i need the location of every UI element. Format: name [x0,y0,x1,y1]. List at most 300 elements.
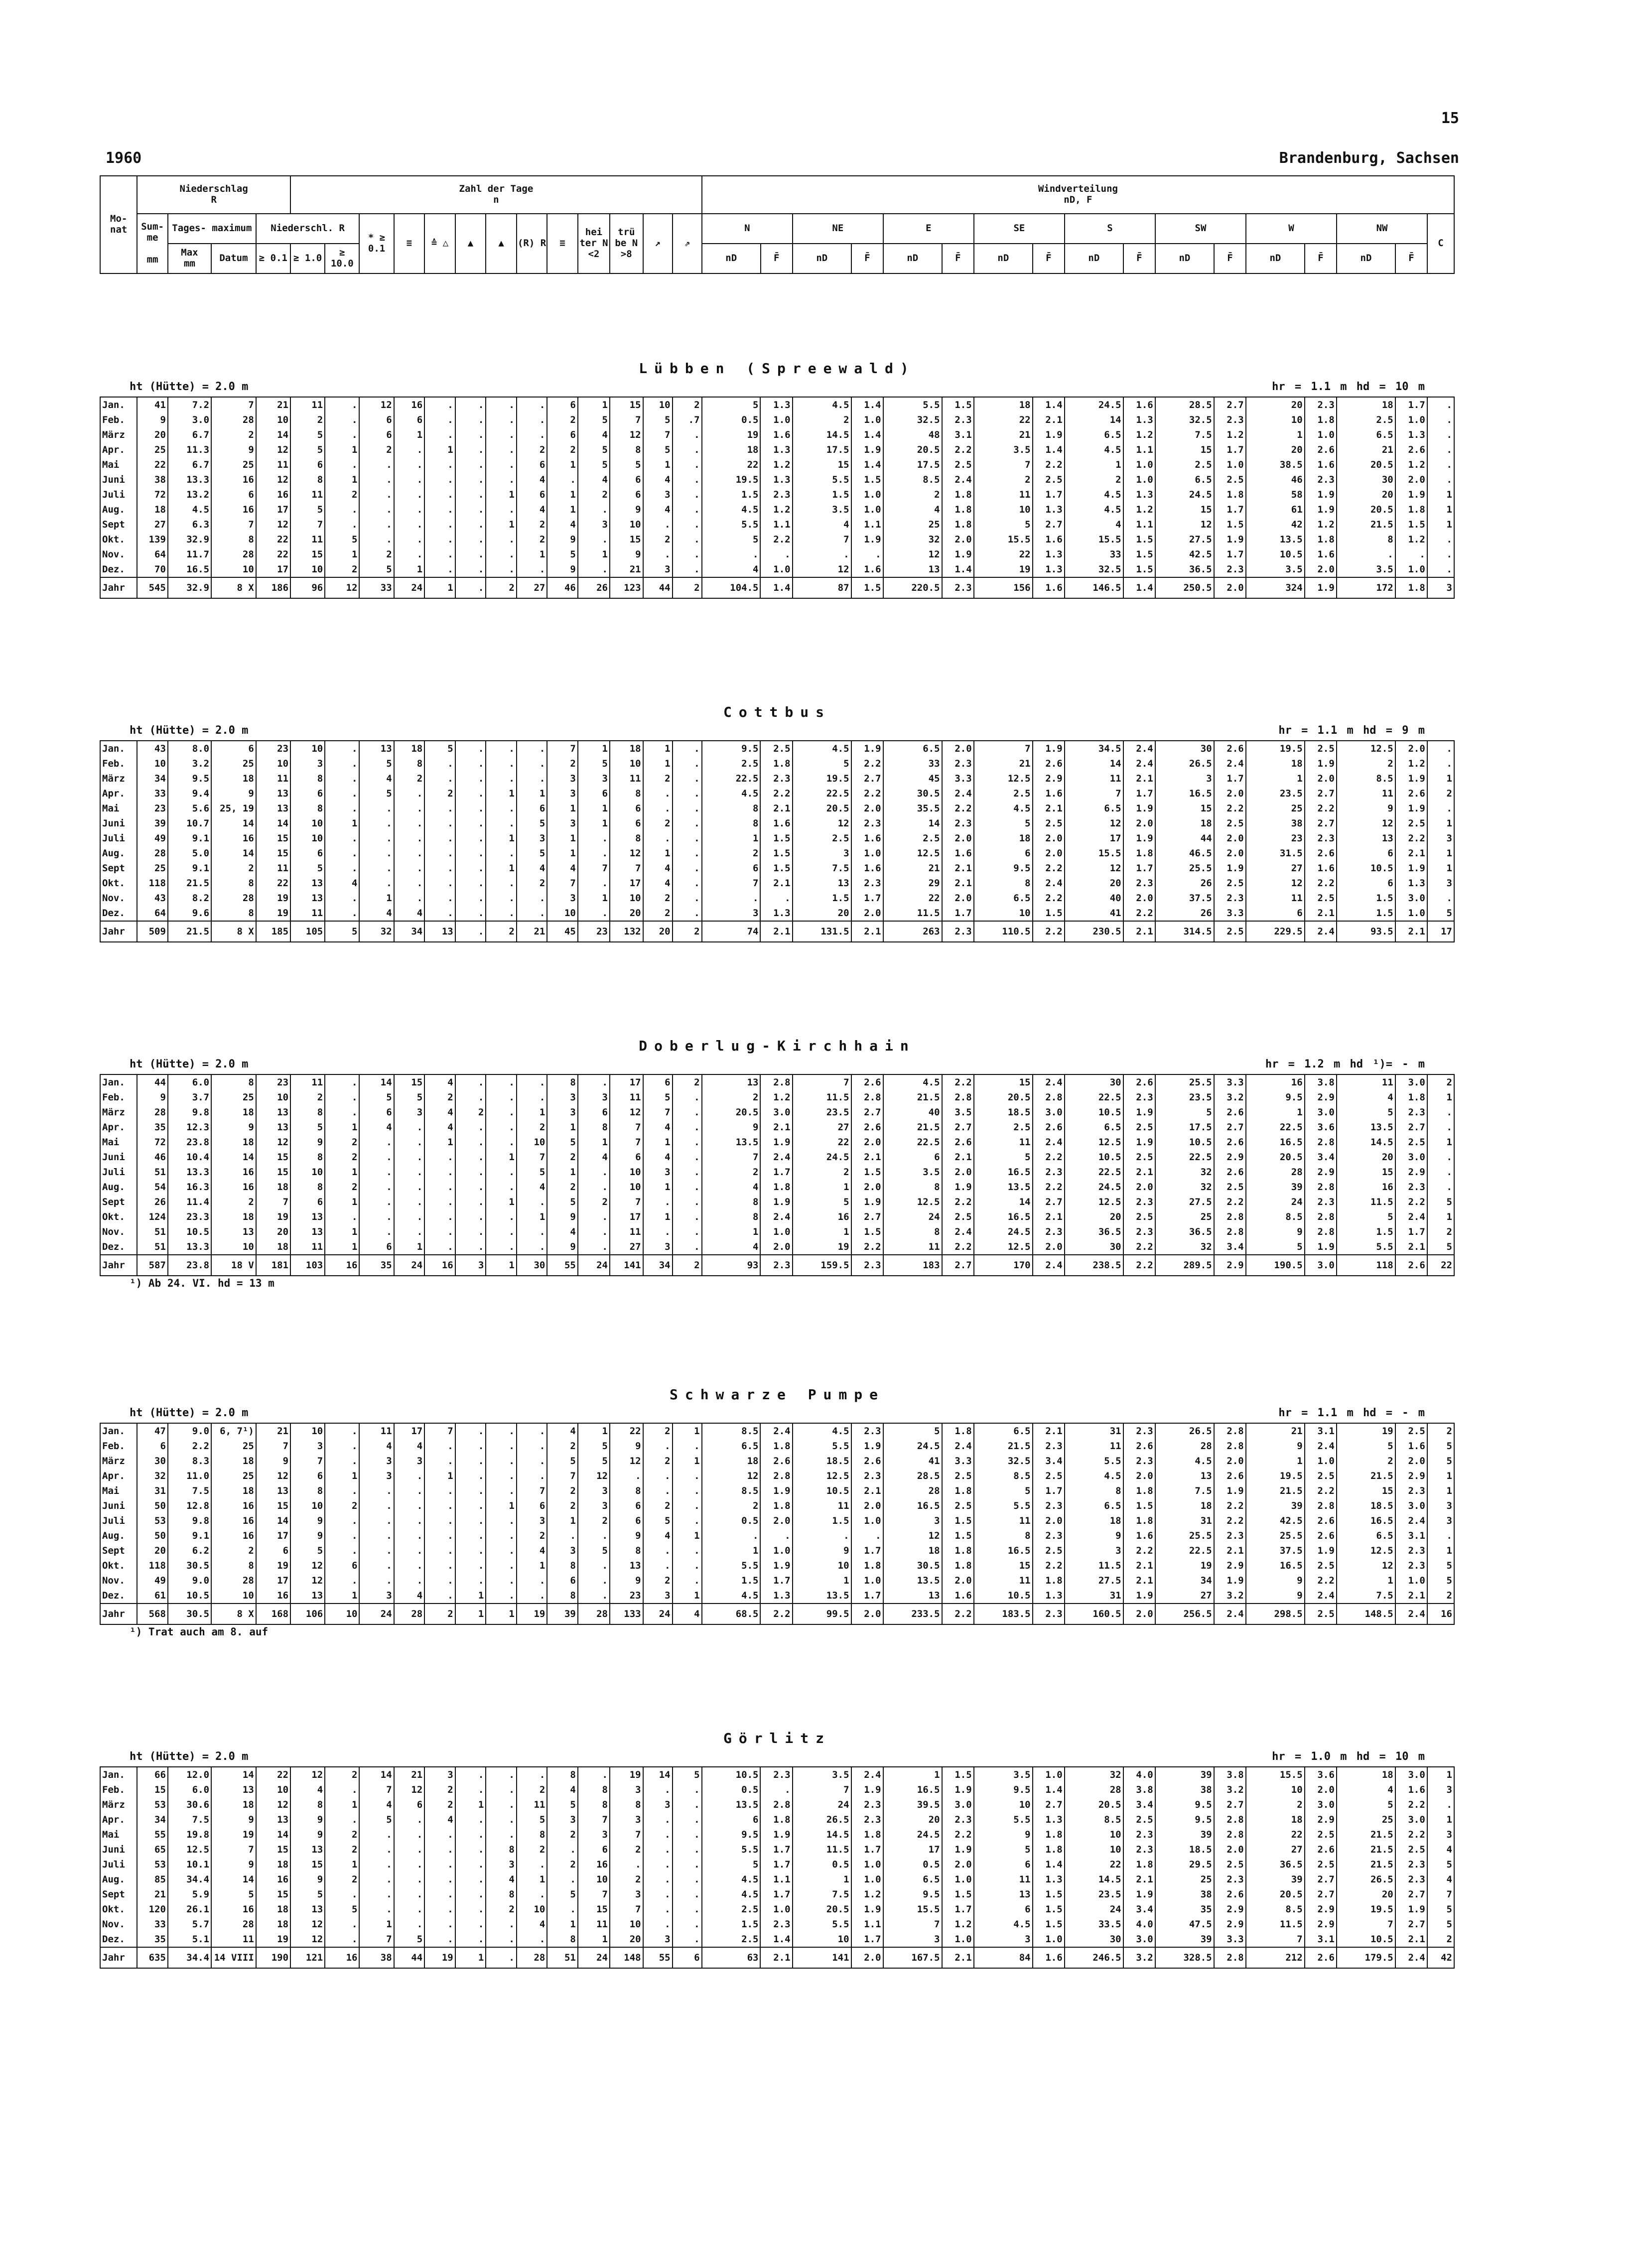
table-cell: 93.5 [1337,921,1395,942]
table-cell: 1.6 [760,427,792,442]
table-row [100,906,1454,921]
table-cell: 1 [1427,1767,1454,1782]
table-cell: 314.5 [1155,921,1214,942]
table-cell: . [394,517,425,532]
table-cell: Feb. [100,1782,137,1797]
table-cell: . [1427,1120,1454,1135]
table-cell: 5 [1427,1439,1454,1454]
table-cell: 1.2 [851,1887,883,1902]
table-row [100,1165,1454,1180]
table-cell: 7 [211,1842,256,1857]
table-cell: 3.2 [1214,1090,1246,1105]
table-cell: 1.6 [942,846,974,861]
table-cell: . [424,487,455,502]
table-row [100,502,1454,517]
table-cell: 21.5 [1337,1857,1395,1872]
table-cell: 2.0 [942,741,974,756]
table-cell: 1 [1427,861,1454,876]
table-cell: 8 [211,906,256,921]
table-cell: . [1427,547,1454,562]
table-cell: . [517,1074,547,1090]
table-cell: 1.9 [1214,1483,1246,1498]
table-cell: . [643,1782,673,1797]
table-cell: 65 [137,1842,168,1857]
table-cell: 12 [256,1468,290,1483]
table-cell: 4.5 [168,502,211,517]
table-cell: . [394,1827,425,1842]
table-cell: 1.6 [1123,1528,1155,1543]
table-cell: 1.5 [1123,547,1155,562]
table-cell: 21 [1246,1423,1305,1439]
table-cell: 32.9 [168,532,211,547]
table-cell: 5 [578,1439,610,1454]
table-cell: Mai [100,1135,137,1150]
table-cell: 8 [290,1180,325,1195]
table-cell: . [517,1588,547,1603]
table-cell: 3 [1427,1498,1454,1513]
table-cell: 2.2 [1033,1180,1065,1195]
table-cell: 28 [1246,1165,1305,1180]
table-cell: . [1427,1165,1454,1180]
table-cell: 38 [359,1947,394,1968]
table-cell: . [359,801,394,816]
table-cell: 635 [137,1947,168,1968]
header-hail-icon: ≙ △ [424,214,455,273]
table-cell: 1 [424,442,455,457]
table-cell: . [1395,547,1427,562]
header-ndf-label: nD, F [1064,194,1092,205]
table-cell: 2.5 [1214,876,1246,891]
table-cell: 10 [974,502,1033,517]
table-cell: . [673,816,702,831]
table-cell: 7 [578,1887,610,1902]
table-cell: 4 [578,427,610,442]
table-cell: 2.1 [1123,1558,1155,1573]
header-sw-nd: nD [1155,244,1214,273]
table-cell: . [359,1872,394,1887]
table-cell: 3 [610,1887,643,1902]
table-cell: . [394,487,425,502]
table-cell: 2 [702,1090,761,1105]
table-cell: . [578,1239,610,1255]
table-cell: 4 [643,1120,673,1135]
table-cell: 1 [578,741,610,756]
table-cell: 1 [578,801,610,816]
table-cell: Nov. [100,1573,137,1588]
table-cell: 10.5 [1065,1105,1123,1120]
station-ht: ht (Hütte) = 2.0 m [130,381,249,393]
table-cell: 15 [793,457,851,472]
table-cell: . [486,1947,517,1968]
table-cell: 2.2 [942,1239,974,1255]
table-cell: 146.5 [1065,577,1123,598]
table-cell: 509 [137,921,168,942]
station-ht: ht (Hütte) = 2.0 m [130,1750,249,1763]
table-cell: 2.4 [942,1439,974,1454]
table-cell: 1 [578,1932,610,1947]
table-cell: 2 [547,1150,578,1165]
table-cell: 21.5 [1246,1483,1305,1498]
table-cell: 1.0 [1123,472,1155,487]
table-cell: . [455,1239,486,1255]
table-cell: 1.3 [1395,876,1427,891]
table-cell: 1.1 [851,517,883,532]
table-cell: 3 [547,816,578,831]
table-cell: 14 [256,1827,290,1842]
table-cell: . [394,891,425,906]
table-cell: . [673,801,702,816]
table-cell: 11 [211,1932,256,1947]
table-cell: 1.8 [1033,1827,1065,1842]
table-cell: Juli [100,487,137,502]
table-cell: 12 [290,1573,325,1588]
table-cell: 12.5 [793,1468,851,1483]
table-cell: 12 [394,1782,425,1797]
table-cell: 2.0 [942,532,974,547]
header-e: E [883,214,974,244]
table-cell: 6 [578,1105,610,1120]
table-cell: 13.5 [793,1588,851,1603]
table-cell: 12 [256,1135,290,1150]
table-cell: 2 [673,1074,702,1090]
table-cell: 2.8 [760,1797,792,1812]
table-cell: 2.5 [760,741,792,756]
table-cell: 49 [137,831,168,846]
table-cell: 18 [256,1917,290,1932]
table-cell: . [394,876,425,891]
table-cell: 19 [211,1827,256,1842]
table-cell: 1.2 [760,502,792,517]
table-cell: 24.5 [1065,1180,1123,1195]
header-summe [137,214,168,273]
table-row [100,771,1454,786]
table-cell: . [486,532,517,547]
table-cell: 27 [1155,1588,1214,1603]
table-cell: 22 [1427,1255,1454,1276]
table-row [100,861,1454,876]
table-cell: 3.2 [1214,1588,1246,1603]
table-cell: 61 [137,1588,168,1603]
table-cell: 11.5 [883,906,942,921]
table-cell: 1.9 [1305,487,1337,502]
table-cell: . [1427,427,1454,442]
table-cell: 2 [1427,1423,1454,1439]
table-cell: 2.4 [1395,1513,1427,1528]
table-cell: 18.5 [1337,1498,1395,1513]
table-cell: 2.9 [1395,1468,1427,1483]
table-cell: 2 [325,1498,359,1513]
table-cell: 2.6 [1123,1074,1155,1090]
table-cell: 1.7 [760,1573,792,1588]
table-cell: 30 [137,1454,168,1468]
table-cell: . [325,1917,359,1932]
table-cell: 3.4 [1305,1150,1337,1165]
table-cell: 24.5 [883,1439,942,1454]
table-cell: 220.5 [883,577,942,598]
table-row-year [100,1255,1454,1276]
table-cell: 6 [610,1513,643,1528]
table-cell: . [455,1224,486,1239]
table-cell: 72 [137,487,168,502]
table-cell: .7 [673,412,702,427]
table-cell: 7 [211,517,256,532]
table-cell: 1 [325,1239,359,1255]
table-cell: 2.2 [1395,1195,1427,1209]
table-cell: 16 [211,1498,256,1513]
table-cell: 6 [256,1543,290,1558]
table-cell: 18 [883,1543,942,1558]
table-cell: . [673,1468,702,1483]
table-cell: 6.0 [168,1782,211,1797]
table-cell: . [424,846,455,861]
table-cell: 1.5 [1033,1917,1065,1932]
table-cell: 34 [137,1812,168,1827]
table-cell: Okt. [100,1209,137,1224]
table-cell: 13 [290,1588,325,1603]
table-cell: 96 [290,577,325,598]
station-hr-hd: hr = 1.1 m hd = 9 m [1278,724,1425,737]
table-cell: 7 [424,1423,455,1439]
table-cell: 6 [974,1857,1033,1872]
table-cell: 10 [1246,1782,1305,1797]
table-cell: 17 [256,1573,290,1588]
table-cell: 23.5 [793,1105,851,1120]
table-cell: 11 [290,532,325,547]
table-cell: 1 [1427,1812,1454,1827]
table-cell: 2 [517,442,547,457]
table-cell: 3.5 [942,1105,974,1120]
table-cell: März [100,427,137,442]
table-cell: 21 [517,921,547,942]
table-cell: 7 [974,457,1033,472]
table-cell: Aug. [100,502,137,517]
table-cell: 5 [702,532,761,547]
table-cell: 6 [359,412,394,427]
table-cell: 1 [455,1797,486,1812]
table-cell: Okt. [100,1902,137,1917]
table-cell: . [424,861,455,876]
table-cell: Nov. [100,1917,137,1932]
table-cell: 10 [610,756,643,771]
table-cell: 2.5 [1033,1468,1065,1483]
table-cell: 6 [137,1439,168,1454]
table-cell: 229.5 [1246,921,1305,942]
table-cell: 4 [578,472,610,487]
table-cell: 14.5 [793,427,851,442]
table-cell: 24.5 [883,1827,942,1842]
table-cell: 5.7 [168,1917,211,1932]
table-cell: 2.1 [760,1120,792,1135]
header-w-nd: nD [1246,244,1305,273]
table-cell: 1.7 [851,1588,883,1603]
table-cell: 6 [517,487,547,502]
table-cell: 1.0 [1305,1454,1337,1468]
table-cell: 2.3 [1033,1224,1065,1239]
table-cell: Aug. [100,1872,137,1887]
table-cell: 4 [702,562,761,577]
table-cell: . [325,457,359,472]
table-cell: 15.5 [1065,532,1123,547]
table-cell: 2 [517,1842,547,1857]
table-cell: . [486,771,517,786]
table-cell: 14 VIII [211,1947,256,1968]
table-cell: . [486,1439,517,1454]
table-cell: 17 [610,1074,643,1090]
table-cell: . [394,472,425,487]
table-cell: 19.5 [1337,1902,1395,1917]
table-cell: 7 [517,1483,547,1498]
table-cell: 25 [1155,1209,1214,1224]
table-cell: 21 [974,756,1033,771]
table-cell: 37.5 [1155,891,1214,906]
table-cell: 3 [1427,876,1454,891]
table-cell: 2.6 [1214,1135,1246,1150]
table-cell: 7 [974,741,1033,756]
table-cell: 18 [610,741,643,756]
table-cell: 132 [610,921,643,942]
table-cell: 1.0 [851,1872,883,1887]
table-cell: . [673,1150,702,1165]
table-cell: 6 [578,786,610,801]
table-row [100,1857,1454,1872]
table-cell: 9 [547,1239,578,1255]
table-cell: 5 [325,532,359,547]
table-cell: 21 [610,562,643,577]
table-cell: . [673,502,702,517]
table-cell: 1.2 [1395,457,1427,472]
table-cell: . [673,861,702,876]
table-cell: Apr. [100,442,137,457]
table-cell: 1.8 [760,1812,792,1827]
table-cell: 9.5 [1155,1812,1214,1827]
table-cell: 1 [1427,487,1454,502]
table-cell: . [1427,801,1454,816]
table-cell: 9 [610,547,643,562]
table-cell: 13.3 [168,1165,211,1180]
table-cell: . [359,517,394,532]
table-cell: 2.2 [942,1195,974,1209]
table-cell: . [486,1543,517,1558]
table-cell: 19 [1337,1423,1395,1439]
table-cell: 16.5 [168,562,211,577]
table-cell: 5 [359,1812,394,1827]
station-meta [100,379,1455,397]
table-cell: 2 [883,487,942,502]
table-cell: . [325,412,359,427]
table-cell: 23.5 [1065,1887,1123,1902]
header-zahl-label: Zahl der Tage [459,183,534,195]
table-cell: 1 [547,487,578,502]
table-cell: 20 [793,906,851,921]
table-cell: . [455,457,486,472]
table-cell: 8.5 [1065,1812,1123,1827]
table-cell: . [610,1468,643,1483]
table-cell: 6 [290,1195,325,1209]
table-cell: 1.9 [1305,502,1337,517]
table-cell: Nov. [100,891,137,906]
table-cell: . [424,771,455,786]
table-cell: . [643,1902,673,1917]
table-cell: . [486,1074,517,1090]
table-cell: 1.6 [1305,547,1337,562]
table-cell: 10 [256,756,290,771]
table-cell: 1.9 [1305,577,1337,598]
table-cell: 1 [325,1857,359,1872]
table-cell: 2.5 [1305,1558,1337,1573]
table-cell: 6 [290,846,325,861]
table-cell: 110.5 [974,921,1033,942]
table-cell: . [486,1239,517,1255]
table-cell: 16 [211,472,256,487]
table-cell: 5 [424,741,455,756]
table-cell: 9 [290,1812,325,1827]
table-cell: 1.7 [851,1543,883,1558]
table-cell: 2.1 [1395,1239,1427,1255]
table-cell: 9 [211,1120,256,1135]
header-ne: NE [793,214,883,244]
table-cell: . [673,1917,702,1932]
table-cell: 2.9 [1033,771,1065,786]
table-cell: 5 [1337,1797,1395,1812]
table-cell: . [643,1872,673,1887]
table-cell: 2.2 [942,801,974,816]
table-cell: . [424,1588,455,1603]
table-cell: 18 [702,442,761,457]
table-cell: 13 [256,1105,290,1120]
table-cell: 3 [424,1767,455,1782]
header-fog-icon: ≡ [394,214,425,273]
table-cell: 46 [1246,472,1305,487]
table-cell: 28 [517,1947,547,1968]
station-table [100,1423,1455,1625]
table-cell: 1.4 [942,562,974,577]
table-cell: 2.5 [1395,1423,1427,1439]
table-cell: 7 [578,861,610,876]
table-cell: . [424,1573,455,1588]
table-cell: 2.0 [942,1165,974,1180]
table-cell: 26.5 [1155,756,1214,771]
table-cell: 8.5 [702,1423,761,1439]
table-cell: 21.5 [974,1439,1033,1454]
table-row [100,1105,1454,1120]
table-cell: 15 [256,1165,290,1180]
table-cell: 5 [1427,1857,1454,1872]
table-cell: . [578,831,610,846]
table-cell: 4.5 [793,741,851,756]
table-cell: 183.5 [974,1603,1033,1624]
table-cell: . [760,547,792,562]
table-cell: 1 [793,1224,851,1239]
table-cell: 17 [1065,831,1123,846]
table-cell: Juli [100,1513,137,1528]
table-cell: 2.0 [1123,1180,1155,1195]
table-cell: 19.5 [702,472,761,487]
table-cell: 2 [643,532,673,547]
table-cell: 3 [547,891,578,906]
table-cell: 11 [290,1074,325,1090]
table-cell: . [455,1150,486,1165]
table-cell: 3 [359,1588,394,1603]
table-cell: 17 [256,1528,290,1543]
table-cell: 1.6 [1305,457,1337,472]
table-cell: . [325,397,359,412]
table-cell: 30.6 [168,1797,211,1812]
table-cell: 1 [325,1120,359,1135]
table-cell: 1.3 [1033,562,1065,577]
table-cell: 133 [610,1603,643,1624]
table-cell: 11.4 [168,1195,211,1209]
header-zahl-der-tage [290,176,702,214]
